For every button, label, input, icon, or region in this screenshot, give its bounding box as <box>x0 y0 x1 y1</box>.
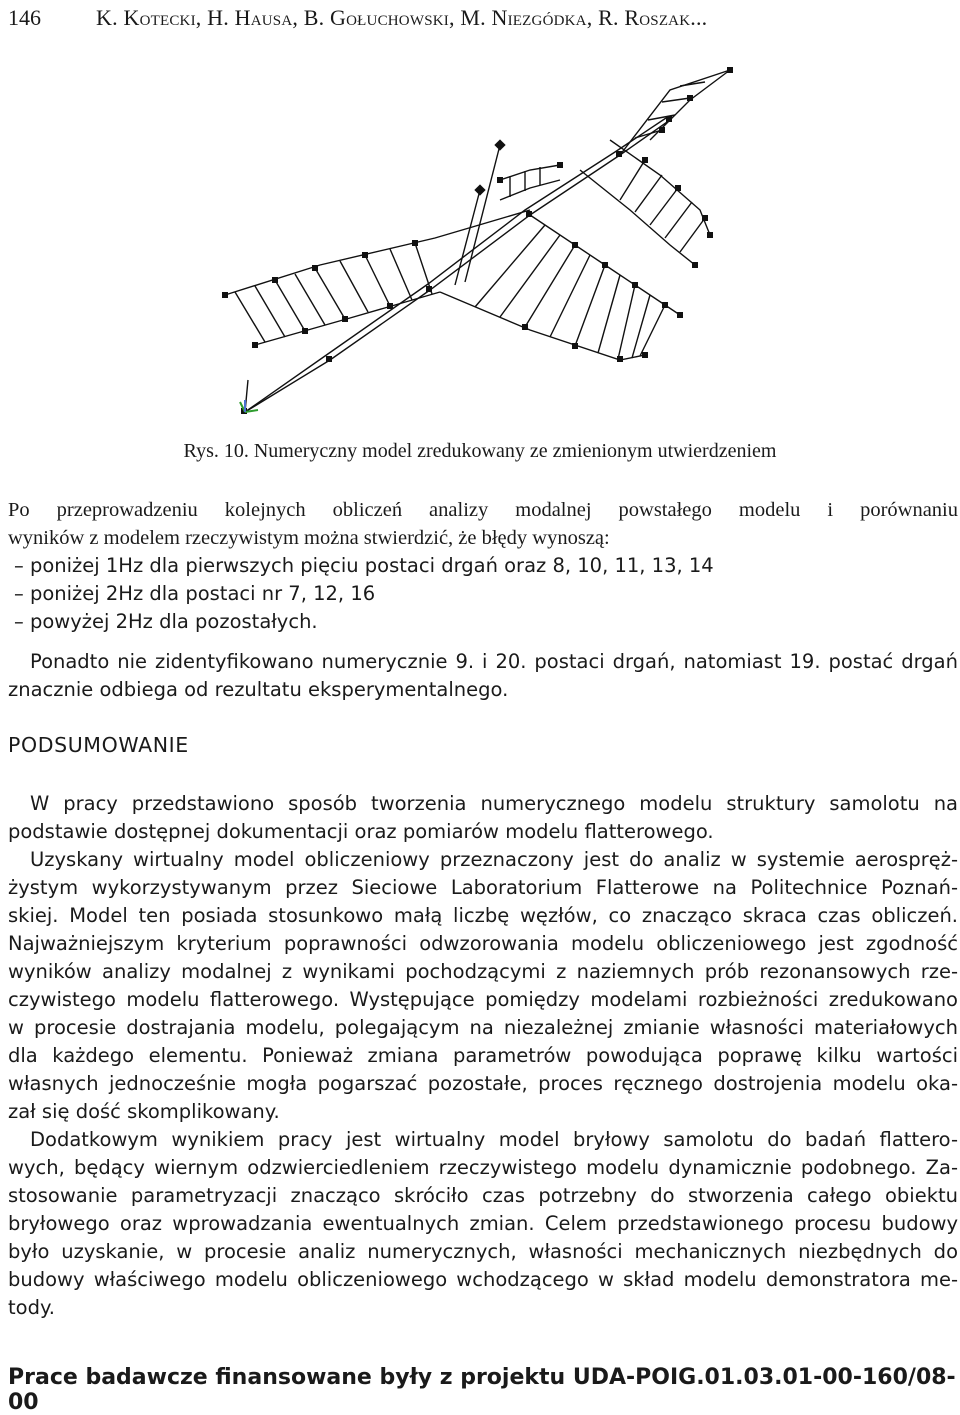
figure-caption: Rys. 10. Numeryczny model zredukowany ze zmienionym utwierdzeniem <box>183 440 777 462</box>
text-line: bryłowego oraz wprowadzania ewentualnych zmian. Celem przedstawionego procesu budowy <box>8 1212 958 1235</box>
text-line: czywistego modelu flatterowego. Występujące pomiędzy modelami rozbieżności zredukowano <box>8 988 958 1011</box>
text-line: W pracy przedstawiono sposób tworzenia numerycznego modelu struktury samolotu na <box>30 792 958 815</box>
list-item: – poniżej 1Hz dla pierwszych pięciu postaci drgań oraz 8, 10, 11, 13, 14 <box>14 554 714 577</box>
tail-right-rear <box>610 140 710 235</box>
text-line: znacznie odbiega od rezultatu eksperymentalnego. <box>8 678 509 701</box>
section-title: PODSUMOWANIE <box>8 733 189 757</box>
pylon-2 <box>465 145 500 282</box>
text-line: dla każdego elementu. Ponieważ zmiana parametrów powodująca poprawę kilku wartości <box>8 1044 958 1067</box>
list-item: – poniżej 2Hz dla postaci nr 7, 12, 16 <box>14 582 376 605</box>
wireframe <box>225 70 730 412</box>
text-line: wych, będący wiernym odzwierciedleniem rzeczywistego modelu dynamicznie podobnego. Za- <box>8 1156 958 1179</box>
text-line: Najważniejszym kryterium poprawności odwzorowania modelu obliczeniowego jest zgodność <box>8 932 958 955</box>
text-line: było uzyskanie, w procesie analiz numerycznych, własności mechanicznych niezbędnych do <box>8 1240 958 1263</box>
text-line: zał się dość skomplikowany. <box>8 1100 280 1123</box>
running-authors: K. Kotecki, H. Hausa, B. Gołuchowski, M. Niezgódka, R. Roszak... <box>96 5 708 30</box>
text-line: własnych jednocześnie mogła pogarszać pozostałe, proces ręcznego dostrojenia modelu oka- <box>8 1072 958 1095</box>
summary-text <box>8 790 958 1322</box>
aircraft-fem-model-figure <box>200 60 760 430</box>
text-line: Ponadto nie zidentyfikowano numerycznie 9. i 20. postaci drgań, natomiast 19. postać drgań <box>30 650 958 673</box>
tail-right-front <box>580 170 695 265</box>
text-line: podstawie dostępnej dokumentacji oraz pomiarów modelu flatterowego. <box>8 820 714 843</box>
list-item: – powyżej 2Hz dla pozostałych. <box>14 610 318 633</box>
tail-left <box>500 165 560 180</box>
wing-left-front <box>225 210 530 295</box>
paragraph-unidentified <box>8 648 958 704</box>
text-line: żystym wykorzystywanym przez Sieciowe Laboratorium Flatterowe na Politechnice Poznań- <box>8 876 958 899</box>
text-line: Dodatkowym wynikiem pracy jest wirtualny model bryłowy samolotu do badań flattero- <box>30 1128 958 1151</box>
wing-left-ribs <box>235 243 432 342</box>
page-number: 146 <box>8 5 41 30</box>
text-line: skiej. Model ten posiada stosunkowo małą liczbę węzłów, co znacząco skraca czas obliczeń. <box>8 904 958 927</box>
tail-left-rear <box>500 180 560 200</box>
error-list <box>14 552 960 636</box>
wing-right-rear <box>440 292 645 360</box>
text-line: wyników analizy modalnej z wynikami pochodzącymi z naziemnych prób rezonansowych rze- <box>8 960 958 983</box>
tail-ribs <box>510 160 705 252</box>
text-line: Po przeprowadzeniu kolejnych obliczeń analizy modalnej powstałego modelu i porównaniu <box>8 499 958 521</box>
paragraph-errors <box>8 496 958 552</box>
wing-right-ribs <box>475 225 665 359</box>
text-line: tody. <box>8 1296 55 1319</box>
text-line: budowy właściwego modelu obliczeniowego wchodzącego w skład modelu demonstratora me- <box>8 1268 958 1291</box>
page-header <box>8 0 958 36</box>
text-line: Uzyskany wirtualny model obliczeniowy przeznaczony jest do analiz w systemie aerospręż- <box>30 848 958 871</box>
funding-note: Prace badawcze finansowane były z projektu UDA-POIG.01.03.01-00-160/08-00 <box>8 1365 956 1415</box>
text-line: w procesie dostrajania modelu, polegającym na niezależnej zmianie własności materiałowych <box>8 1016 958 1039</box>
text-line: wyników z modelem rzeczywistym można stwierdzić, że błędy wynoszą: <box>8 527 610 549</box>
text-line: stosowanie parametryzacji znacząco skróciło czas potrzebny do stworzenia całego obiektu <box>8 1184 958 1207</box>
